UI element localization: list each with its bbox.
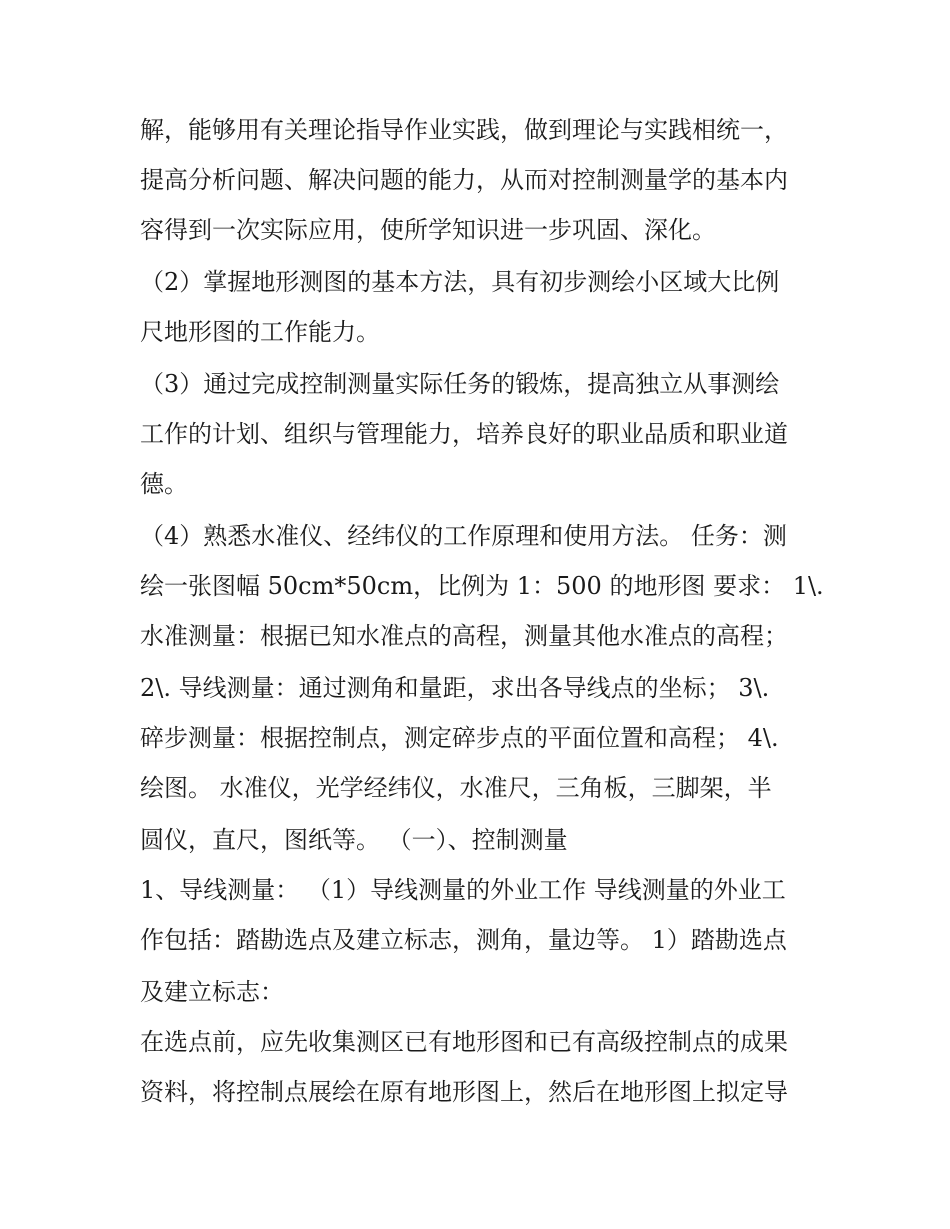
text-line: 德。 [140,470,188,498]
text-line: 解，能够用有关理论指导作业实践，做到理论与实践相统一， [140,116,788,144]
text-line: （2）掌握地形测图的基本方法，具有初步测绘小区域大比例 [140,268,780,296]
text-line: 工作的计划、组织与管理能力，培养良好的职业品质和职业道 [140,420,788,448]
text-line: 资料，将控制点展绘在原有地形图上，然后在地形图上拟定导 [140,1078,788,1106]
text-line: 提高分析问题、解决问题的能力，从而对控制测量学的基本内 [140,166,788,194]
text-line: 1、导线测量： （1）导线测量的外业工作 导线测量的外业工 [140,876,786,904]
text-line: 绘一张图幅 50cm*50cm，比例为 1：500 的地形图 要求： 1\. [140,572,824,600]
text-line: （4）熟悉水准仪、经纬仪的工作原理和使用方法。 任务：测 [140,522,787,550]
text-line: 在选点前，应先收集测区已有地形图和已有高级控制点的成果 [140,1028,788,1056]
text-line: 容得到一次实际应用，使所学知识进一步巩固、深化。 [140,216,716,244]
text-line: （3）通过完成控制测量实际任务的锻炼，提高独立从事测绘 [140,370,780,398]
text-line: 作包括：踏勘选点及建立标志，测角，量边等。 1）踏勘选点 [140,926,787,954]
text-line: 圆仪，直尺，图纸等。 （一）、控制测量 [140,826,568,854]
text-line: 2\. 导线测量：通过测角和量距，求出各导线点的坐标； 3\. [140,674,770,702]
text-line: 水准测量：根据已知水准点的高程，测量其他水准点的高程； [140,622,788,650]
text-line: 尺地形图的工作能力。 [140,318,380,346]
text-line: 及建立标志： [140,978,284,1006]
text-line: 碎步测量：根据控制点，测定碎步点的平面位置和高程； 4\. [140,724,779,752]
text-line: 绘图。 水准仪，光学经纬仪，水准尺，三角板，三脚架，半 [140,774,772,802]
